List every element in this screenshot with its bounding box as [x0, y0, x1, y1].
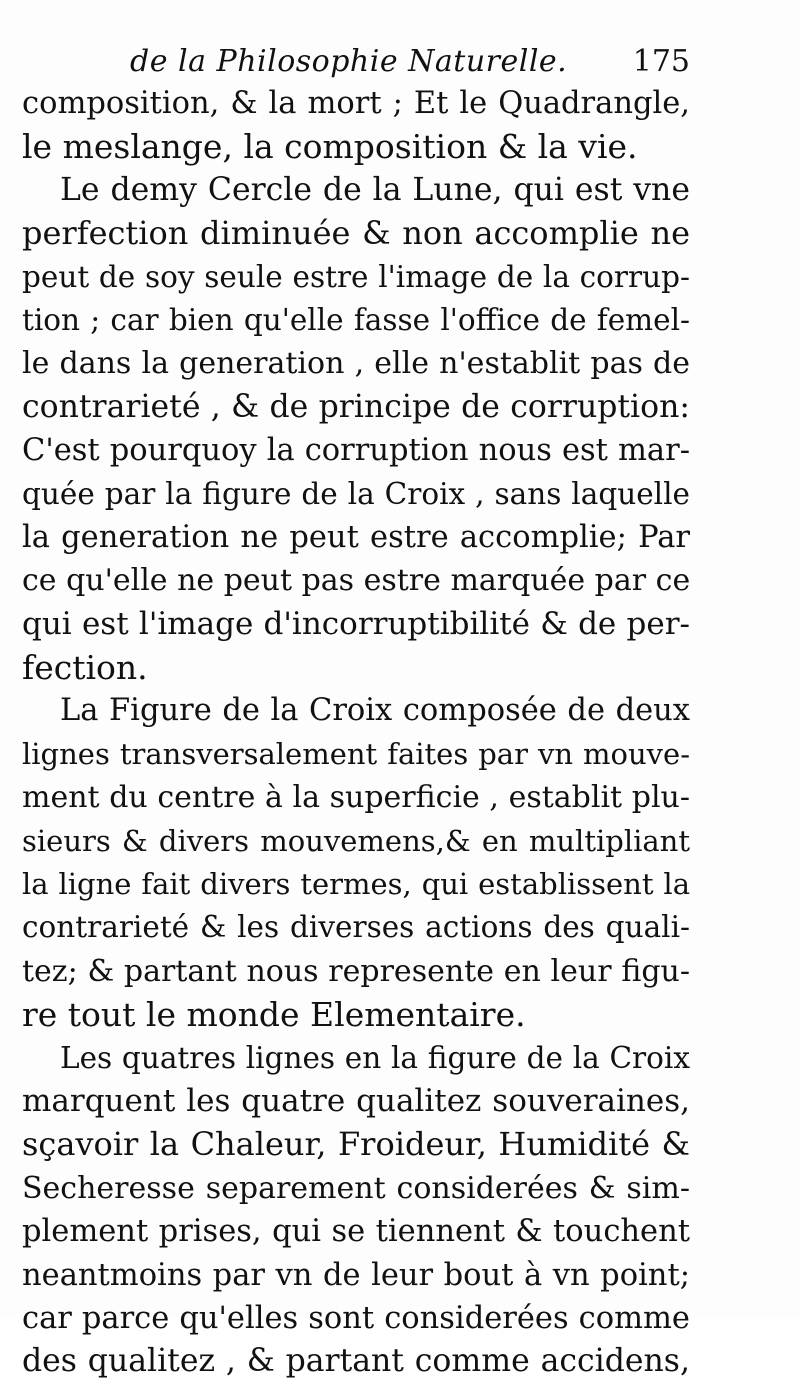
text-line: tion ; car bien qu'elle fasse l'office de femel- — [22, 302, 690, 337]
text-line: le meslange, la composition & la vie. — [22, 127, 638, 167]
text-line: la generation ne peut estre accomplie; Par — [22, 519, 690, 555]
text-line: Secheresse separement considerées & sim- — [22, 1170, 690, 1206]
paragraph-continuation — [22, 82, 690, 169]
paragraph-quatres-lignes — [22, 1037, 690, 1384]
text-line: Les quatres lignes en la figure de la Croix — [60, 1040, 690, 1075]
text-line: neantmoins par vn de leur bout à vn point; — [22, 1257, 690, 1293]
text-line: re tout le monde Elementaire. — [22, 995, 526, 1035]
text-line: contrarieté , & de principe de corruption: — [22, 388, 690, 425]
text-line: La Figure de la Croix composée de deux — [60, 693, 690, 729]
text-line: sieurs & divers mouvemens,& en multipliant — [22, 823, 690, 858]
running-title: de la Philosophie Naturelle. — [130, 44, 568, 79]
paragraph-figure-croix — [22, 689, 690, 1036]
text-line: lignes transversalement faites par vn mouve- — [22, 736, 690, 771]
text-line: le dans la generation , elle n'establit pas de — [22, 346, 690, 382]
paragraph-demy-cercle — [22, 169, 690, 690]
text-line: perfection diminuée & non accomplie ne — [22, 214, 690, 253]
text-line: la ligne fait divers termes, qui establissent la — [22, 867, 690, 902]
text-line: des qualitez , & partant comme accidens, — [22, 1343, 690, 1380]
text-line: ment du centre à la superficie , establit plu- — [22, 780, 690, 816]
text-line: composition, & la mort ; Et le Quadrangle, — [22, 86, 690, 121]
page-number: 175 — [632, 44, 690, 79]
text-line: marquent les quatre qualitez souveraines, — [22, 1082, 690, 1119]
text-line: fection. — [22, 648, 148, 688]
text-line: tez; & partant nous represente en leur figu- — [22, 953, 690, 989]
text-line: sçavoir la Chaleur, Froideur, Humidité & — [22, 1125, 690, 1164]
text-line: Le demy Cercle de la Lune, qui est vne — [60, 171, 690, 208]
text-body — [22, 82, 690, 1384]
text-line: quée par la figure de la Croix , sans laquelle — [22, 476, 690, 511]
text-line: qui est l'image d'incorruptibilité & de per- — [22, 605, 690, 642]
text-line: ce qu'elle ne peut pas estre marquée par ce — [22, 563, 691, 599]
text-line: plement prises, qui se tiennent & touchent — [22, 1214, 690, 1250]
text-line: contrarieté & les diverses actions des quali- — [22, 910, 690, 945]
text-line: peut de soy seule estre l'image de la corrup- — [22, 259, 690, 294]
text-line: C'est pourquoy la corruption nous est mar- — [22, 433, 690, 469]
text-line: car parce qu'elles sont considerées comme — [22, 1300, 690, 1336]
